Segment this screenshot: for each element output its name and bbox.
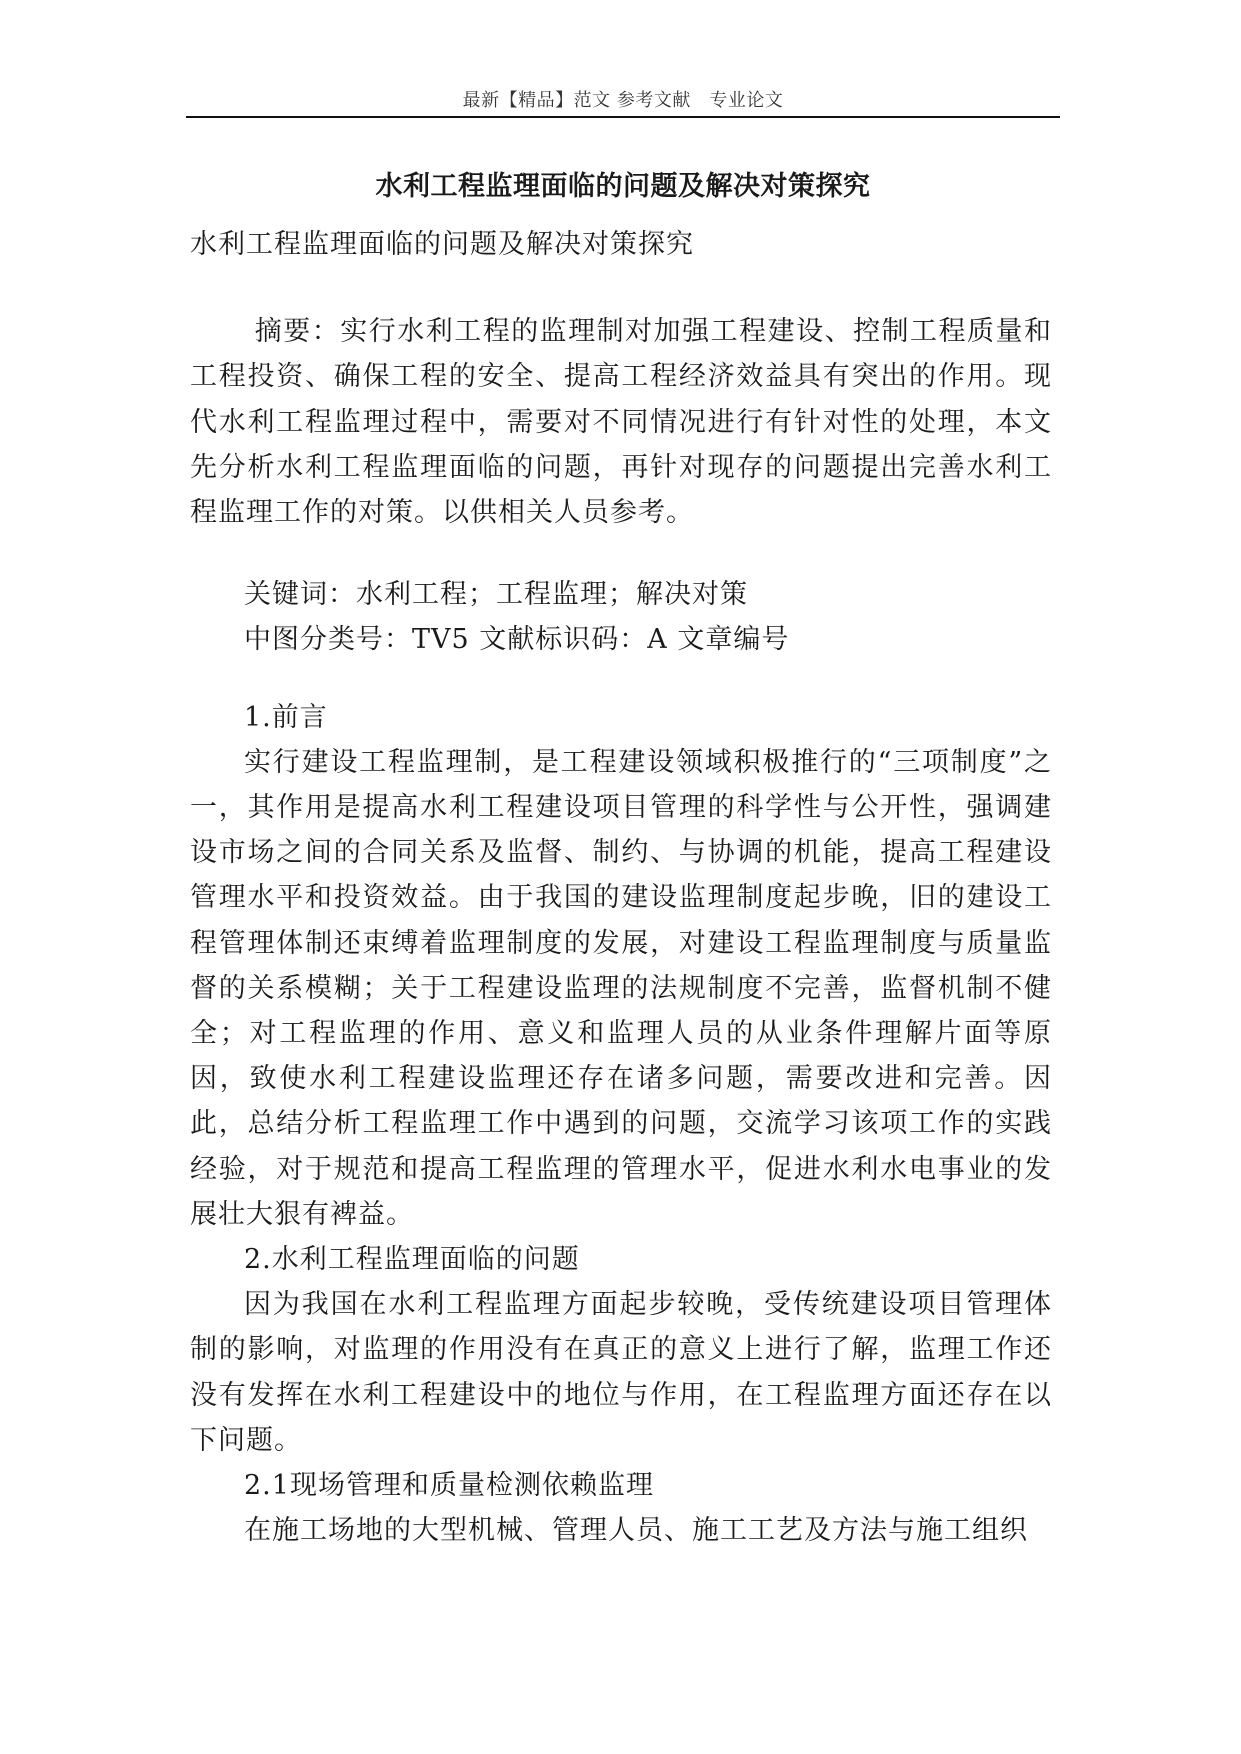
spacer bbox=[190, 267, 1052, 309]
abstract-paragraph: 摘要：实行水利工程的监理制对加强工程建设、控制工程质量和工程投资、确保工程的安全、提高工程经济效益具有突出的作用。现代水利工程监理过程中，需要对不同情况进行有针对性的处理，本文先分析水利工程监理面临的问题，再针对现存的问题提出完善水利工程监理工作的对策。以供相关人员参考。 bbox=[190, 316, 1052, 529]
section-heading-intro: 1.前言 bbox=[244, 701, 328, 733]
problems-paragraph: 因为我国在水利工程监理方面起步较晚，受传统建设项目管理体制的影响，对监理的作用没有在真正的意义上进行了解，监理工作还没有发挥在水利工程建设中的地位与作用，在工程监理方面还存在以下问题。 bbox=[190, 1289, 1052, 1456]
document-body bbox=[190, 222, 1052, 1553]
keywords-line: 关键词：水利工程；工程监理；解决对策 bbox=[244, 579, 748, 611]
spacer bbox=[190, 663, 1052, 695]
site-management-paragraph: 在施工场地的大型机械、管理人员、施工工艺及方法与施工组织 bbox=[244, 1515, 1028, 1547]
section-heading-problems: 2.水利工程监理面临的问题 bbox=[244, 1244, 580, 1276]
intro-paragraph: 实行建设工程监理制，是工程建设领域积极推行的“三项制度”之一，其作用是提高水利工程建设项目管理的科学性与公开性，强调建设市场之间的合同关系及监督、制约、与协调的机能，提高工程建设管理水平和投资效益。由于我国的建设监理制度起步晚，旧的建设工程管理体制还束缚着监理制度的发展，对建设工程监理制度与质量监督的关系模糊；关于工程建设监理的法规制度不完善，监督机制不健全；对工程监理的作用、意义和监理人员的从业条件理解片面等原因，致使水利工程建设监理还存在诸多问题，需要改进和完善。因此，总结分析工程监理工作中遇到的问题，交流学习该项工作的实践经验，对于规范和提高工程监理的管理水平，促进水利水电事业的发展壮大狠有裨益。 bbox=[190, 746, 1052, 1230]
subsection-heading-site-management: 2.1现场管理和质量检测依赖监理 bbox=[244, 1470, 654, 1502]
header-divider bbox=[186, 116, 1060, 118]
page-header: 最新【精品】范文 参考文献 专业论文 bbox=[462, 90, 784, 111]
article-subtitle: 水利工程监理面临的问题及解决对策探究 bbox=[190, 229, 694, 260]
classification-line: 中图分类号：TV5 文献标识码：A 文章编号 bbox=[244, 624, 790, 656]
spacer bbox=[190, 535, 1052, 572]
document-title: 水利工程监理面临的问题及解决对策探究 bbox=[375, 171, 871, 202]
